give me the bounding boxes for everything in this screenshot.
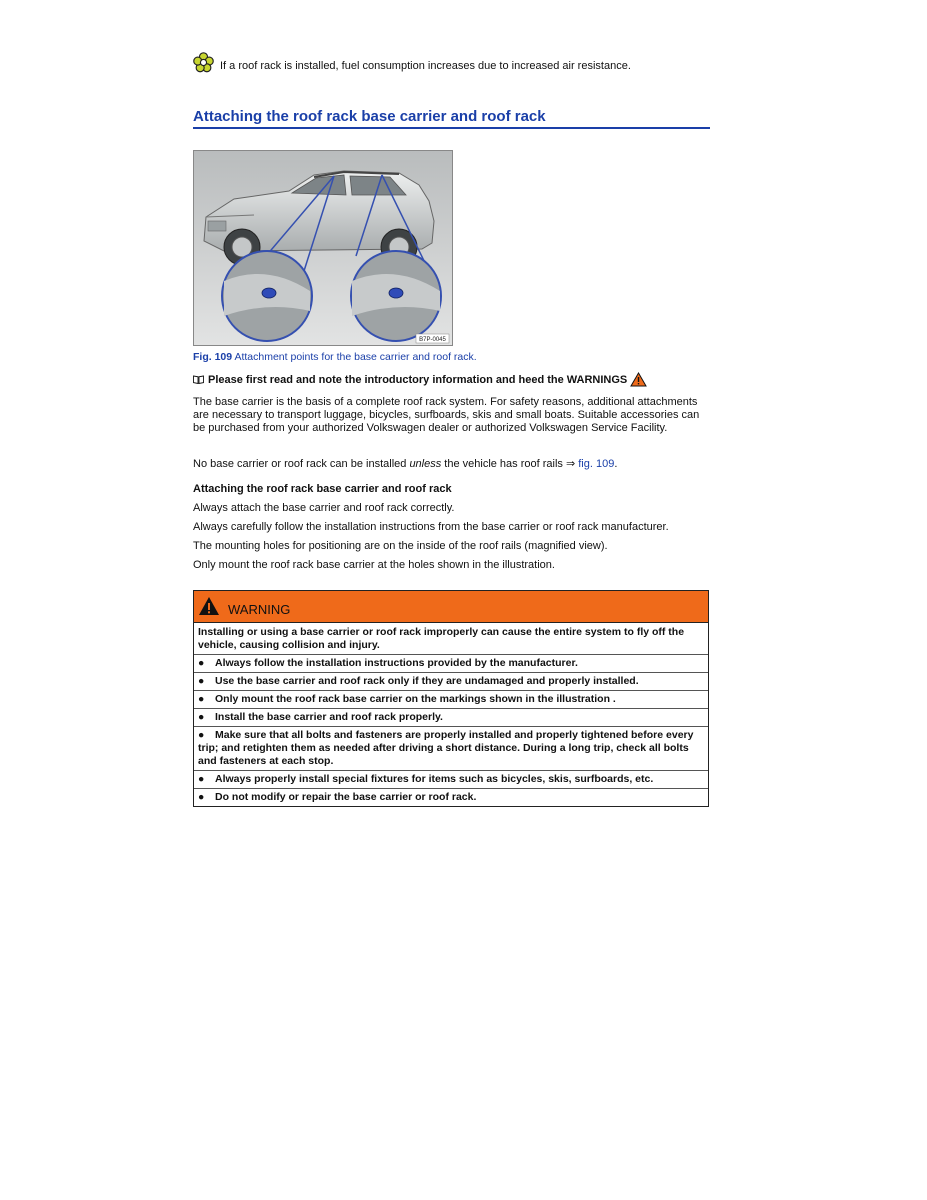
warning-item-text: Always properly install special fixtures for items such as bicycles, skis, surfboards, etc. [215, 773, 654, 785]
figure-code: B7P-0045 [419, 337, 446, 343]
paragraph-roof-rails [193, 458, 703, 471]
bullet: ● [198, 773, 205, 785]
bullet: ● [198, 657, 205, 669]
warning-lead: Installing or using a base carrier or roof rack improperly can cause the entire system to fly off the vehicle, causing collision and injury. [198, 626, 685, 651]
bullet: ● [198, 693, 205, 705]
figure-link[interactable]: fig. 109 [578, 458, 615, 470]
paragraph-base-carrier: The base carrier is the basis of a complete roof rack system. For safety reasons, additional attachments are necessary to transport luggage, bicycles, surfboards, skis and small boats. Suitable accessories can be purchased from your authorized Volkswagen dealer or authorized Volkswagen Service Facility. [193, 396, 700, 434]
bullet: ● [198, 711, 205, 723]
warning-item-text: Only mount the roof rack base carrier on the markings shown in the illustration . [215, 693, 616, 705]
warning-item [194, 654, 708, 672]
subheading: Attaching the roof rack base carrier and roof rack [193, 483, 452, 495]
paragraph-end: . [614, 458, 618, 470]
warning-body [194, 623, 708, 806]
instruction-line: The mounting holes for positioning are on the inside of the roof rails (magnified view). [193, 540, 608, 552]
intro-notice [193, 372, 647, 387]
warning-item-text: Use the base carrier and roof rack only if they are undamaged and properly installed. [215, 675, 639, 687]
warning-item [194, 672, 708, 690]
book-icon [193, 375, 204, 384]
environment-flower-icon [193, 52, 214, 73]
warning-item-text: Always follow the installation instructions provided by the manufacturer. [215, 657, 578, 669]
warning-item [194, 788, 708, 806]
reference-arrow: ⇒ [565, 458, 576, 470]
warning-box [193, 590, 709, 807]
bullet: ● [198, 675, 205, 687]
figure-roof-rack-attachment [193, 150, 453, 346]
warning-item-text: Make sure that all bolts and fasteners are properly installed and properly tightened before every trip; and retighten them as needed after driving a short distance. During a long trip, check all bolts and fasteners at each stop. [198, 729, 694, 767]
warning-item [194, 770, 708, 788]
warning-triangle-icon [198, 596, 220, 616]
figure-caption [193, 351, 477, 363]
section-title: Attaching the roof rack base carrier and roof rack [193, 108, 710, 129]
bullet: ● [198, 729, 205, 741]
figure-caption-text: Attachment points for the base carrier and roof rack. [234, 351, 477, 363]
bullet: ● [198, 791, 205, 803]
warning-item [194, 708, 708, 726]
warning-header [194, 591, 708, 623]
paragraph-roof-rails-text: No base carrier or roof rack can be installed [193, 458, 410, 470]
warning-item-text: Do not modify or repair the base carrier or roof rack. [215, 791, 477, 803]
car-illustration [194, 151, 452, 345]
warning-item [194, 690, 708, 708]
instruction-line: Always attach the base carrier and roof rack correctly. [193, 502, 455, 514]
warning-item [194, 726, 708, 770]
warning-label: WARNING [228, 602, 291, 617]
emphasis-unless: unless [409, 458, 442, 470]
paragraph-roof-rails-text-2: the vehicle has roof rails [441, 458, 566, 470]
environment-note-text: If a roof rack is installed, fuel consumption increases due to increased air resistance. [220, 60, 631, 72]
intro-text: Please first read and note the introductory information and heed the WARNINGS [208, 373, 628, 386]
warning-item-text: Install the base carrier and roof rack properly. [215, 711, 443, 723]
instruction-line: Only mount the roof rack base carrier at the holes shown in the illustration. [193, 559, 555, 571]
figure-caption-label: Fig. 109 [193, 351, 233, 363]
warning-triangle-icon [630, 372, 647, 387]
instruction-line: Always carefully follow the installation instructions from the base carrier or roof rack manufacturer. [193, 521, 669, 533]
